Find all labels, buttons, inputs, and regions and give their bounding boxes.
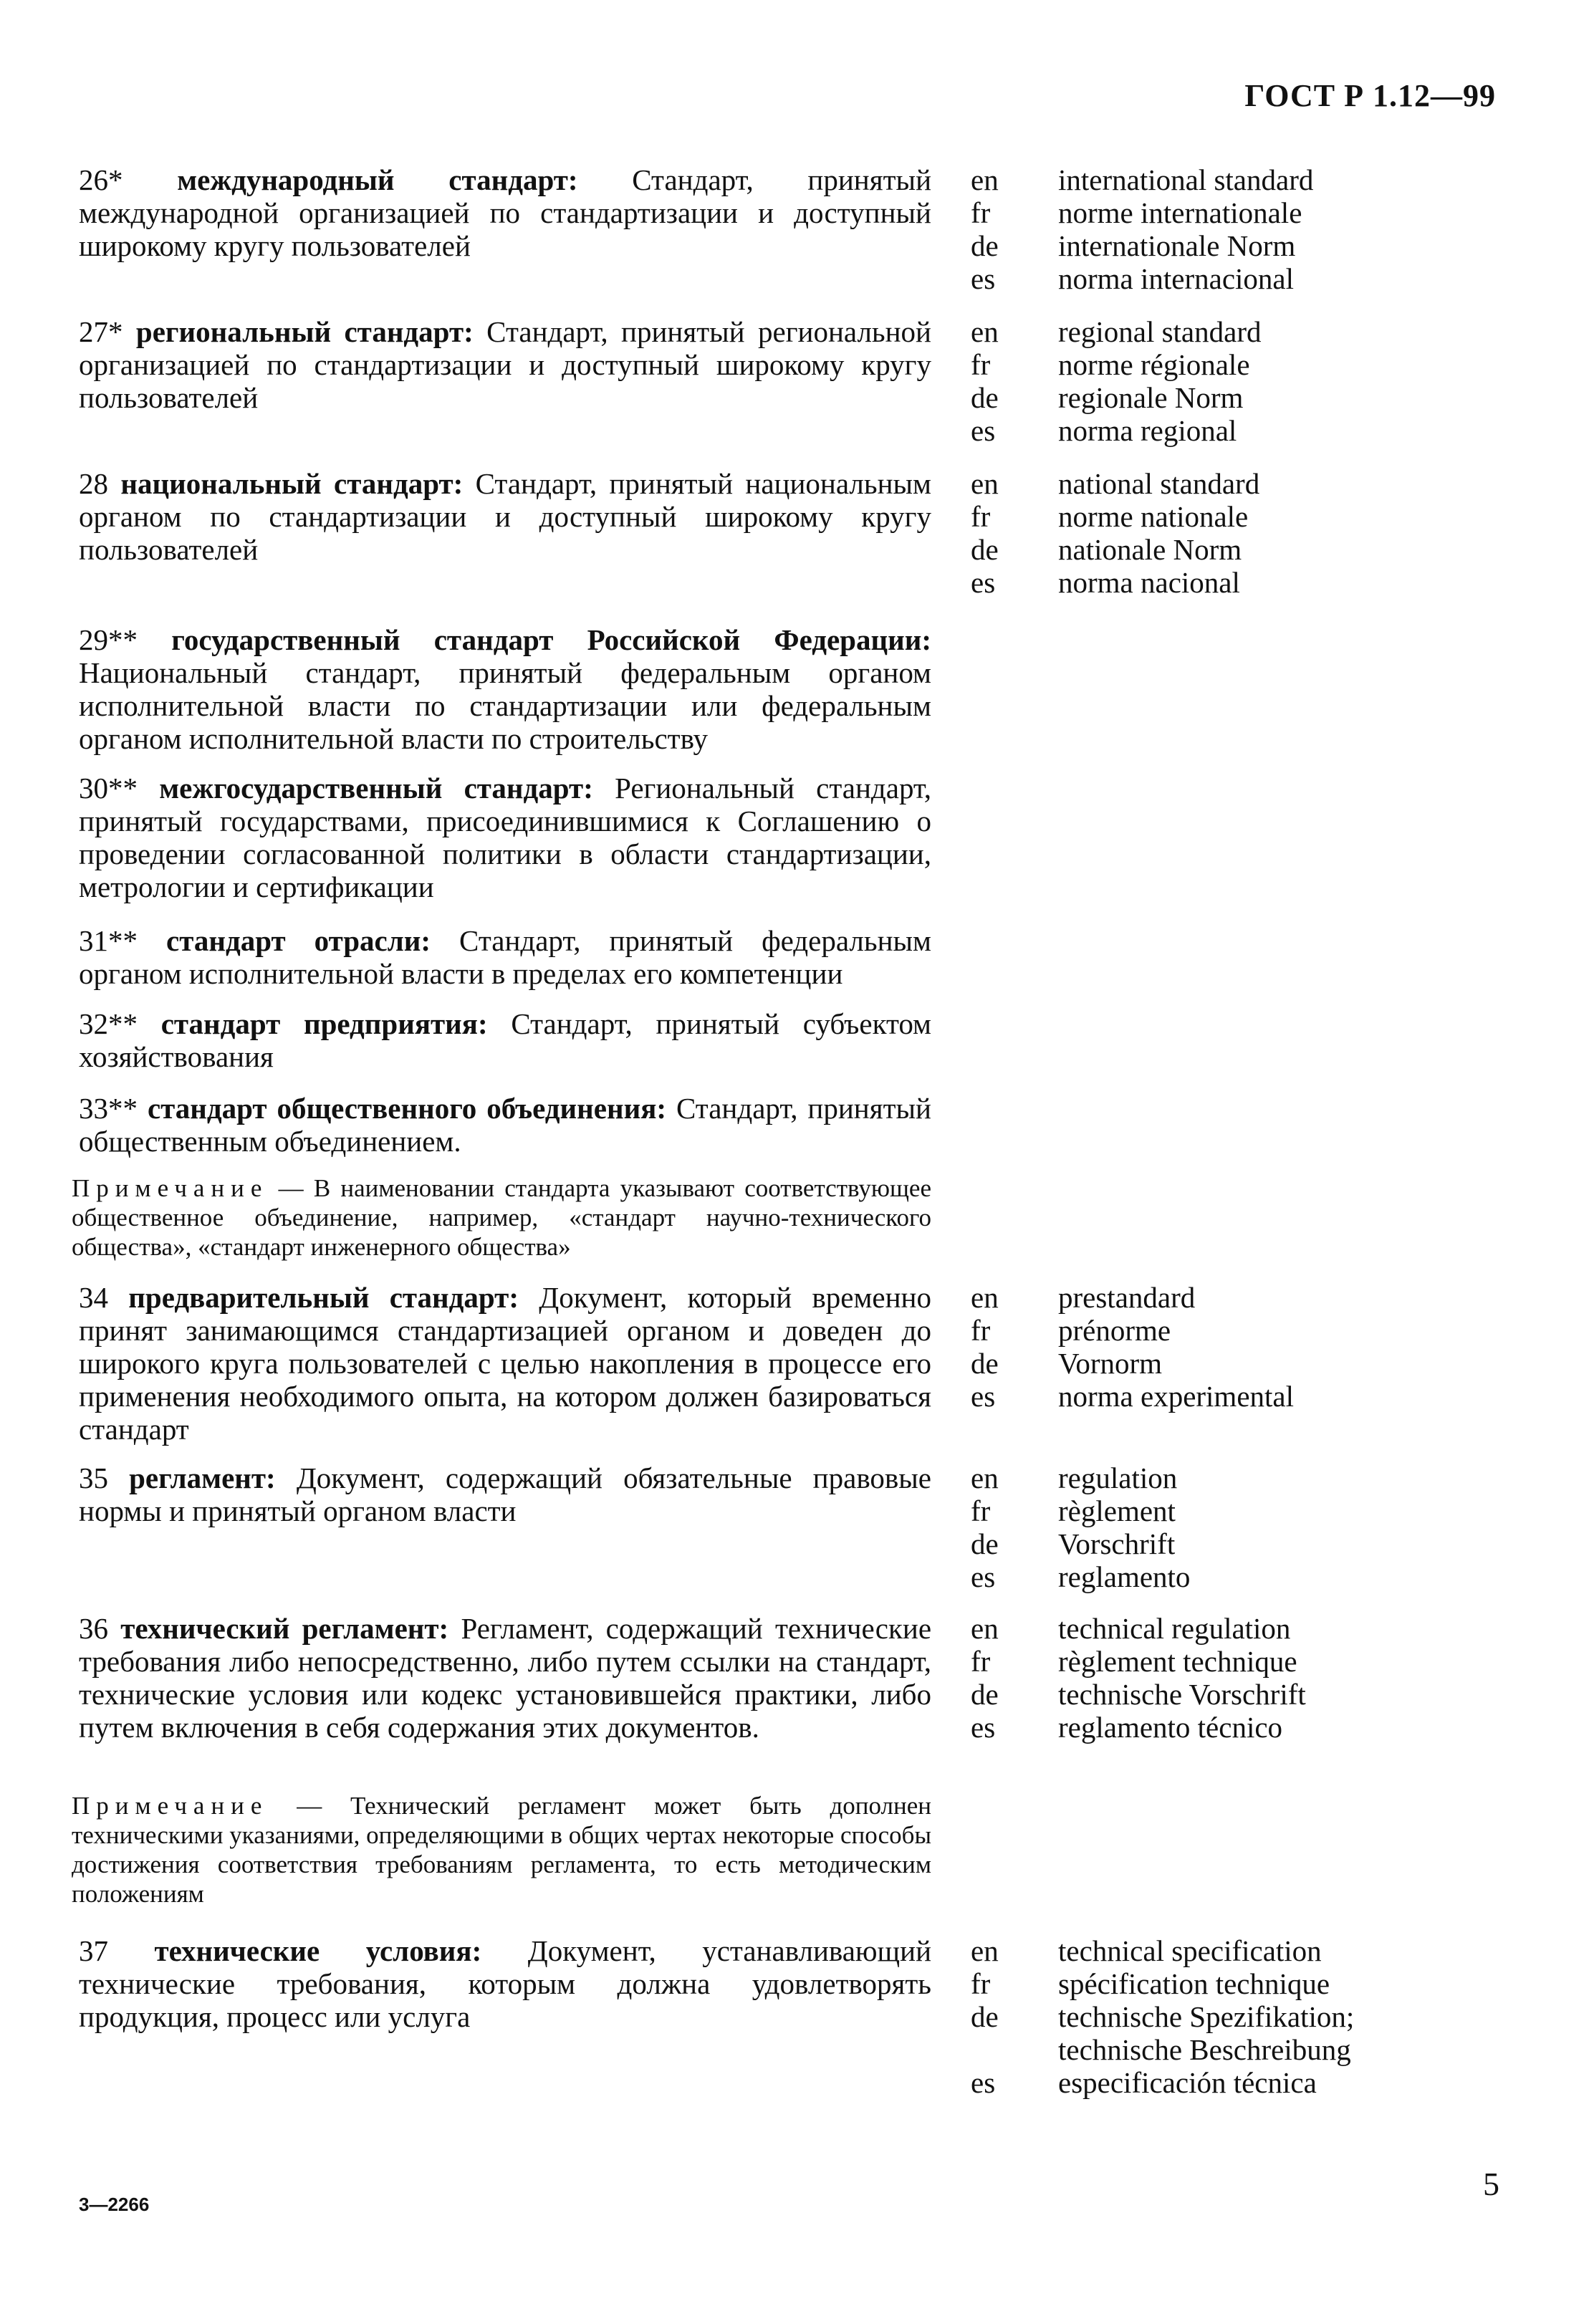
- term-definition: Документ, который временно принят занимающимся стандартизацией органом и доведен до широкого круга пользователей с целью накопления в процессе его применения необходимого опыта, на котором должен базироваться стандарт: [79, 1281, 931, 1446]
- document-header: ГОСТ Р 1.12—99: [1244, 78, 1496, 113]
- term-definition: Документ, содержащий обязательные правовые нормы и принятый органом власти: [79, 1461, 931, 1527]
- term-number: 30**: [79, 772, 138, 805]
- translation: regionale Norm: [1058, 381, 1244, 414]
- lang-code: en: [971, 163, 999, 196]
- lang-code: en: [971, 1612, 999, 1645]
- lang-code: en: [971, 467, 999, 500]
- term-number: 34: [79, 1281, 108, 1314]
- lang-code: fr: [971, 196, 991, 229]
- term-definition: Национальный стандарт, принятый федеральным органом исполнительной власти по стандартизации или федеральным органом исполнительной власти по строительству: [79, 656, 931, 755]
- lang-code: de: [971, 533, 999, 566]
- term-number: 35: [79, 1461, 108, 1494]
- translation: règlement technique: [1058, 1645, 1297, 1678]
- translations-35: [1058, 1461, 1190, 1593]
- term-title: стандарт предприятия:: [160, 1007, 488, 1040]
- translations-36: [1058, 1612, 1306, 1744]
- translation: nationale Norm: [1058, 533, 1242, 566]
- lang-code: de: [971, 1347, 999, 1380]
- language-codes-34: [971, 1281, 999, 1413]
- note-33: [72, 1173, 931, 1262]
- term-definition: Документ, устанавливающий технические требования, которым должна удовлетворять продукция, процесс или услуга: [79, 1934, 932, 2033]
- term-entry-32: [79, 1007, 931, 1073]
- lang-code: de: [971, 229, 999, 262]
- term-definition: Стандарт, принятый федеральным органом исполнительной власти в пределах его компетенции: [79, 924, 932, 990]
- term-title: технические условия:: [154, 1934, 482, 1967]
- translation: spécification technique: [1058, 1967, 1330, 2000]
- lang-code: fr: [971, 1967, 991, 2000]
- language-codes-36: [971, 1612, 999, 1744]
- term-definition: Стандарт, принятый региональной организацией по стандартизации и доступный широкому кругу пользователей: [79, 315, 931, 414]
- lang-code: fr: [971, 1314, 991, 1347]
- term-number: 29**: [79, 623, 138, 656]
- translation: technische Vorschrift: [1058, 1678, 1306, 1711]
- note-label: Примечание: [72, 1174, 269, 1202]
- translation: Vornorm: [1058, 1347, 1163, 1380]
- translation: technical regulation: [1058, 1612, 1291, 1645]
- lang-code: en: [971, 315, 999, 348]
- translation: norma nacional: [1058, 566, 1240, 599]
- language-codes-26: [971, 163, 999, 295]
- term-definition: Стандарт, принятый национальным органом по стандартизации и доступный широкому кругу пользователей: [79, 467, 931, 566]
- term-entry-27: [79, 315, 931, 414]
- term-title: предварительный стандарт:: [128, 1281, 519, 1314]
- term-title: национальный стандарт:: [120, 467, 464, 500]
- lang-code: [971, 2033, 999, 2066]
- translations-37: [1058, 1934, 1354, 2099]
- term-title: межгосударственный стандарт:: [159, 772, 593, 805]
- translation: technische Beschreibung: [1058, 2033, 1351, 2066]
- term-definition: Региональный стандарт, принятый государствами, присоединившимися к Соглашению о проведении согласованной политики в области стандартизации, метрологии и сертификации: [79, 772, 931, 903]
- lang-code: fr: [971, 1494, 991, 1527]
- lang-code: fr: [971, 348, 991, 381]
- translations-34: [1058, 1281, 1294, 1413]
- translation: internationale Norm: [1058, 229, 1296, 262]
- translation: especificación técnica: [1058, 2066, 1317, 2099]
- language-codes-35: [971, 1461, 999, 1593]
- lang-code: es: [971, 414, 996, 447]
- note-36: [72, 1791, 931, 1908]
- term-number: 27*: [79, 315, 123, 348]
- term-definition: Регламент, содержащий технические требования либо непосредственно, либо путем ссылки на стандарт, технические условия или кодекс установившейся практики, либо путем включения в себя содержания этих документов.: [79, 1612, 932, 1744]
- lang-code: es: [971, 2066, 996, 2099]
- lang-code: de: [971, 381, 999, 414]
- language-codes-37: [971, 1934, 999, 2099]
- term-entry-26: [79, 163, 931, 262]
- term-number: 33**: [79, 1092, 138, 1125]
- translation: Vorschrift: [1058, 1527, 1176, 1560]
- lang-code: es: [971, 1560, 996, 1593]
- translation: technische Spezifikation;: [1058, 2000, 1355, 2033]
- translations-28: [1058, 467, 1259, 599]
- note-text: — В наименовании стандарта указывают соответствующее общественное объединение, например, «стандарт научно-технического общества», «стандарт инженерного общества»: [72, 1174, 931, 1261]
- translation: règlement: [1058, 1494, 1176, 1527]
- lang-code: en: [971, 1934, 999, 1967]
- term-entry-31: [79, 924, 931, 990]
- translation: prestandard: [1058, 1281, 1196, 1314]
- language-codes-28: [971, 467, 999, 599]
- term-title: стандарт отрасли:: [166, 924, 431, 957]
- lang-code: de: [971, 2000, 999, 2033]
- lang-code: fr: [971, 1645, 991, 1678]
- term-title: государственный стандарт Российской Федерации:: [171, 623, 932, 656]
- translation: norma internacional: [1058, 262, 1295, 295]
- term-definition: Стандарт, принятый субъектом хозяйствования: [79, 1007, 931, 1073]
- translation: norme nationale: [1058, 500, 1249, 533]
- translation: regional standard: [1058, 315, 1262, 348]
- lang-code: es: [971, 1711, 996, 1744]
- term-number: 32**: [79, 1007, 138, 1040]
- term-title: регламент:: [129, 1461, 276, 1494]
- term-title: стандарт общественного объединения:: [147, 1092, 667, 1125]
- translation: national standard: [1058, 467, 1260, 500]
- term-definition: Стандарт, принятый международной организацией по стандартизации и доступный широкому кругу пользователей: [79, 163, 932, 262]
- term-title: технический регламент:: [120, 1612, 449, 1645]
- lang-code: de: [971, 1527, 999, 1560]
- translation: reglamento: [1058, 1560, 1191, 1593]
- translation: reglamento técnico: [1058, 1711, 1283, 1744]
- lang-code: de: [971, 1678, 999, 1711]
- lang-code: es: [971, 262, 996, 295]
- term-number: 31**: [79, 924, 138, 957]
- term-number: 26*: [79, 163, 123, 196]
- term-entry-37: [79, 1934, 931, 2033]
- lang-code: es: [971, 566, 996, 599]
- translation: norma experimental: [1058, 1380, 1295, 1413]
- term-entry-36: [79, 1612, 931, 1744]
- lang-code: es: [971, 1380, 996, 1413]
- term-entry-30: [79, 772, 931, 903]
- term-entry-33: [79, 1092, 931, 1158]
- translation: norme régionale: [1058, 348, 1250, 381]
- term-title: международный стандарт:: [177, 163, 578, 196]
- translation: regulation: [1058, 1461, 1178, 1494]
- term-number: 36: [79, 1612, 108, 1645]
- translations-27: [1058, 315, 1261, 447]
- translation: technical specification: [1058, 1934, 1322, 1967]
- lang-code: en: [971, 1461, 999, 1494]
- note-text: — Технический регламент может быть дополнен техническими указаниями, определяющими в общих чертах некоторые способы достижения соответствия требованиям регламента, то есть методическим положениям: [72, 1792, 931, 1908]
- term-entry-34: [79, 1281, 931, 1446]
- term-entry-28: [79, 467, 931, 566]
- translation: prénorme: [1058, 1314, 1171, 1347]
- term-number: 28: [79, 467, 108, 500]
- term-entry-35: [79, 1461, 931, 1527]
- term-definition: Стандарт, принятый общественным объединением.: [79, 1092, 931, 1158]
- translation: norme internationale: [1058, 196, 1302, 229]
- note-label: Примечание: [72, 1792, 269, 1820]
- lang-code: en: [971, 1281, 999, 1314]
- translations-26: [1058, 163, 1313, 295]
- term-title: региональный стандарт:: [135, 315, 474, 348]
- translation: norma regional: [1058, 414, 1237, 447]
- term-number: 37: [79, 1934, 108, 1967]
- print-code: 3—2266: [79, 2194, 150, 2215]
- term-entry-29: [79, 623, 931, 755]
- language-codes-27: [971, 315, 999, 447]
- page-number: 5: [1483, 2166, 1499, 2202]
- lang-code: fr: [971, 500, 991, 533]
- translation: international standard: [1058, 163, 1314, 196]
